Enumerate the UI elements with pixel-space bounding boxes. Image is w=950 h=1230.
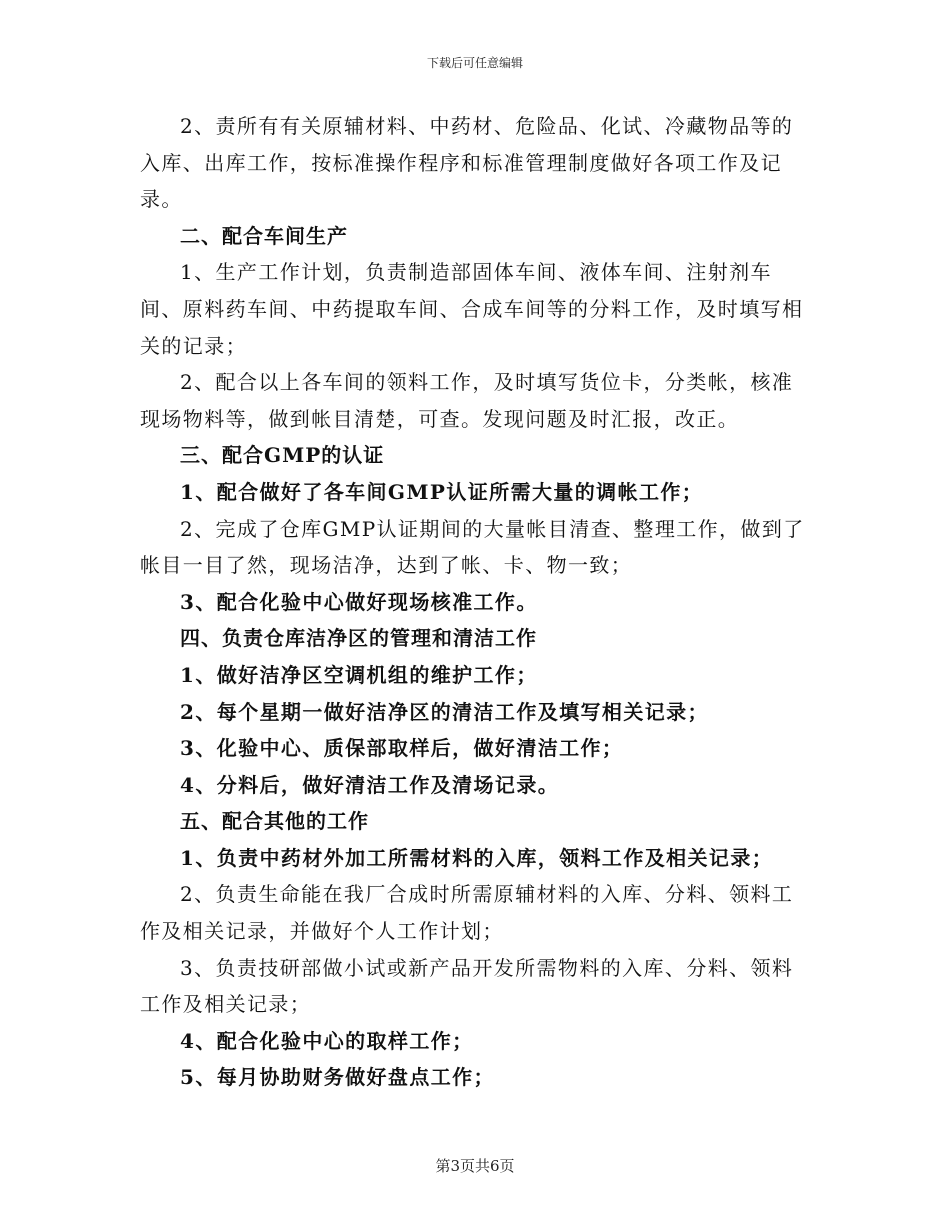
paragraph-bold: 4、配合化验中心的取样工作； xyxy=(180,1028,474,1053)
paragraph-bold: 5、每月协助财务做好盘点工作； xyxy=(180,1065,495,1090)
section-heading: 二、配合车间生产 xyxy=(180,223,348,248)
paragraph: 2、配合以上各车间的领料工作，及时填写货位卡，分类帐，核准现场物料等，做到帐目清楚，可查。发现问题及时汇报，改正。 xyxy=(140,370,794,431)
paragraph-bold: 3、化验中心、质保部取样后，做好清洁工作； xyxy=(180,736,624,761)
paragraph-bold: 3、配合化验中心做好现场核准工作。 xyxy=(180,589,538,614)
paragraph: 3、负责技研部做小试或新产品开发所需物料的入库、分料、领料工作及相关记录； xyxy=(140,955,794,1017)
section-heading: 四、负责仓库洁净区的管理和清洁工作 xyxy=(180,626,537,651)
section-heading: 五、配合其他的工作 xyxy=(180,809,369,834)
section-heading: 三、配合GMP的认证 xyxy=(180,443,385,468)
paragraph-bold: 2、每个星期一做好洁净区的清洁工作及填写相关记录； xyxy=(180,699,709,724)
page-footer: 第3页共6页 xyxy=(435,1157,515,1175)
document-body xyxy=(140,108,810,1096)
paragraph-bold: 1、配合做好了各车间GMP认证所需大量的调帐工作； xyxy=(180,479,704,504)
paragraph-bold: 4、分料后，做好清洁工作及清场记录。 xyxy=(180,772,560,797)
paragraph-bold: 1、做好洁净区空调机组的维护工作； xyxy=(180,662,538,687)
paragraph: 2、责所有有关原辅材料、中药材、危险品、化试、冷藏物品等的入库、出库工作，按标准操作程序和标准管理制度做好各项工作及记录。 xyxy=(140,114,794,212)
paragraph: 2、完成了仓库GMP认证期间的大量帐目清查、整理工作，做到了帐目一目了然，现场洁净，达到了帐、卡、物一致； xyxy=(140,516,805,578)
paragraph: 1、生产工作计划，负责制造部固体车间、液体车间、注射剂车间、原料药车间、中药提取车间、合成车间等的分料工作，及时填写相关的记录； xyxy=(140,260,804,358)
paragraph: 2、负责生命能在我厂合成时所需原辅材料的入库、分料、领料工作及相关记录，并做好个人工作计划； xyxy=(140,882,794,944)
paragraph-bold: 1、负责中药材外加工所需材料的入库，领料工作及相关记录； xyxy=(180,845,774,870)
page-header: 下载后可任意编辑 xyxy=(426,56,523,70)
